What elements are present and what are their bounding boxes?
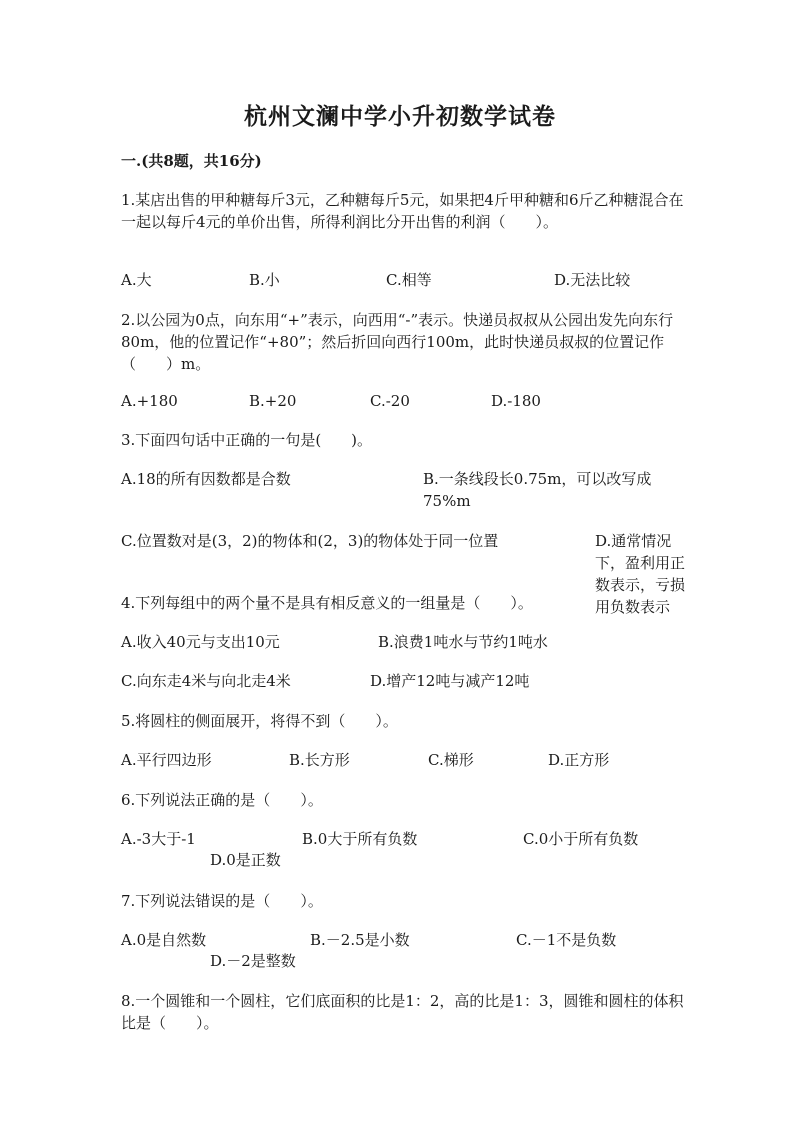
question-stem: 4.下列每组中的两个量不是具有相反意义的一组量是（ ）。 [121,594,533,612]
option-d: D.正方形 [548,751,610,769]
option-d: D.通常情况下，盈利用正数表示，亏损用负数表示 [595,532,686,616]
option-c: C.位置数对是(3，2)的物体和(2，3)的物体处于同一位置 [121,532,499,550]
option-b: B.一条线段长0.75m，可以改写成75%m [423,470,652,510]
option-d: D.增产12吨与减产12吨 [370,672,530,690]
option-c: C.梯形 [428,751,474,769]
question-stem: 3.下面四句话中正确的一句是( )。 [121,431,373,449]
option-d: D.－2是整数 [210,952,296,970]
option-b: B.0大于所有负数 [302,830,418,848]
option-a: A.18的所有因数都是合数 [121,470,291,488]
option-c: C.0小于所有负数 [523,830,639,848]
section-heading: 一.(共8题，共16分) [121,152,262,170]
option-b: B.－2.5是小数 [310,931,410,949]
option-d: D.0是正数 [210,851,281,869]
option-b: B.浪费1吨水与节约1吨水 [378,633,548,651]
question-stem: 8.一个圆锥和一个圆柱，它们底面积的比是1：2，高的比是1：3，圆锥和圆柱的体积比是（ ）。 [121,992,684,1032]
option-d: D.-180 [491,392,541,410]
option-a: A.+180 [121,392,178,410]
page-title: 杭州文澜中学小升初数学试卷 [244,103,556,130]
option-a: A.大 [121,271,152,289]
question-stem: 7.下列说法错误的是（ ）。 [121,892,323,910]
option-b: B.小 [249,271,280,289]
option-c: C.相等 [386,271,432,289]
option-c: C.－1不是负数 [516,931,617,949]
question-stem: 6.下列说法正确的是（ ）。 [121,791,323,809]
option-a: A.收入40元与支出10元 [121,633,280,651]
option-a: A.-3大于-1 [121,830,196,848]
option-c: C.向东走4米与向北走4米 [121,672,291,690]
option-d: D.无法比较 [554,271,631,289]
question-stem: 5.将圆柱的侧面展开，将得不到（ ）。 [121,712,398,730]
option-c: C.-20 [370,392,410,410]
option-a: A.平行四边形 [121,751,212,769]
option-b: B.+20 [249,392,297,410]
question-stem: 1.某店出售的甲种糖每斤3元，乙种糖每斤5元，如果把4斤甲种糖和6斤乙种糖混合在一起以每斤4元的单价出售，所得利润比分开出售的利润（ ）。 [121,191,684,231]
option-b: B.长方形 [289,751,350,769]
question-stem: 2.以公园为0点，向东用“+”表示，向西用“-”表示。快递员叔叔从公园出发先向东行80m，他的位置记作“+80”；然后折回向西行100m，此时快递员叔叔的位置记作（ ）m。 [121,311,674,373]
option-a: A.0是自然数 [121,931,207,949]
